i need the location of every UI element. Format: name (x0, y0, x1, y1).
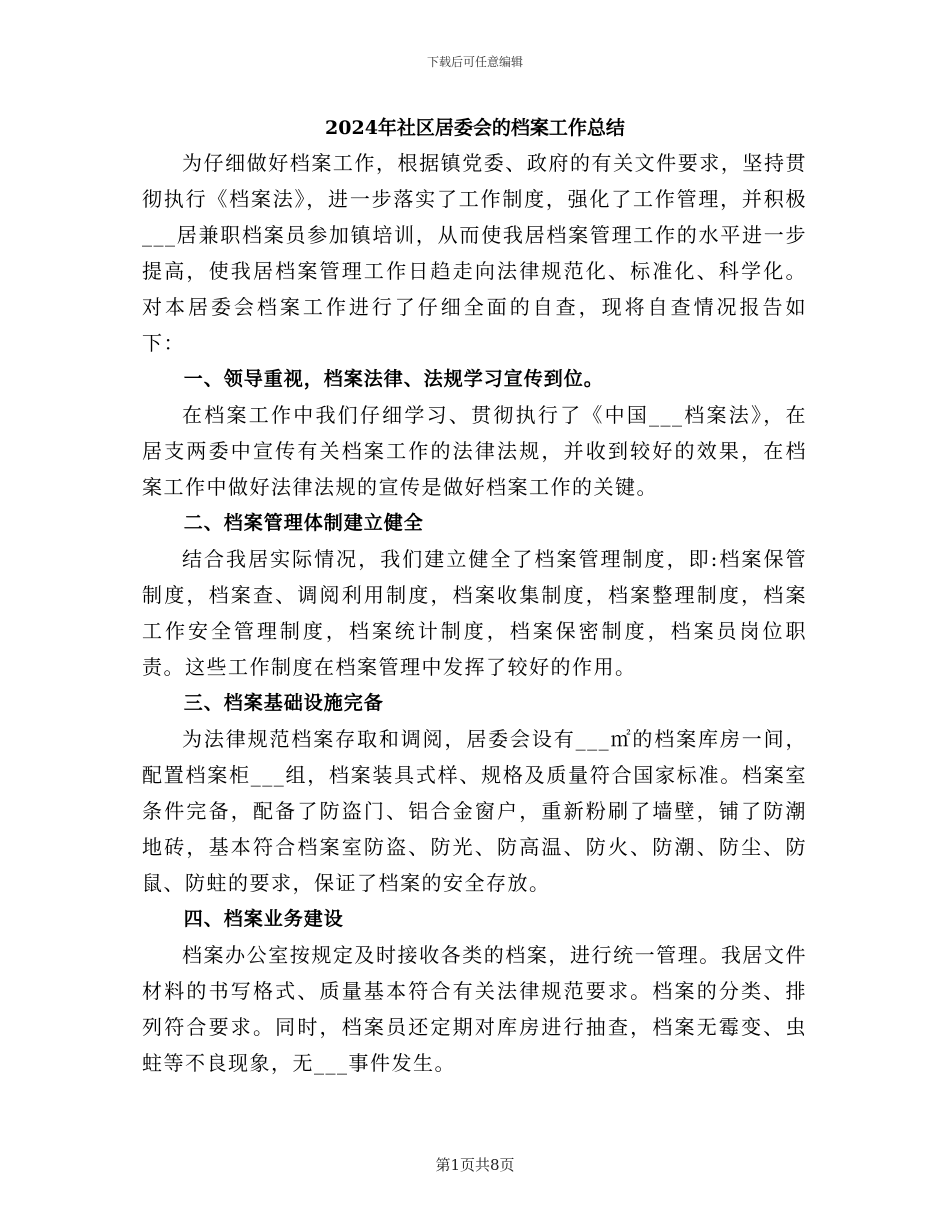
section-4-heading: 四、档案业务建设 (183, 908, 344, 930)
section-2-heading: 二、档案管理体制建立健全 (183, 512, 424, 534)
page-number: 第1页共8页 (435, 1156, 515, 1174)
section-1-paragraph: 在档案工作中我们仔细学习、贯彻执行了《中国___档案法》，在居支两委中宣传有关档案工作的法律法规，并收到较好的效果，在档案工作中做好法律法规的宣传是做好档案工作的关键。 (142, 403, 807, 499)
section-3-paragraph: 为法律规范档案存取和调阅，居委会设有___㎡的档案库房一间，配置档案柜___组，档案装具式样、规格及质量符合国家标准。档案室条件完备，配备了防盗门、铝合金窗户，重新粉刷了墙壁，铺了防潮地砖，基本符合档案室防盗、防光、防高温、防火、防潮、防尘、防鼠、防蛀的要求，保证了档案的安全存放。 (142, 727, 807, 895)
page-header-note: 下载后可任意编辑 (426, 55, 523, 69)
section-2-paragraph: 结合我居实际情况，我们建立健全了档案管理制度，即:档案保管制度，档案查、调阅利用制度，档案收集制度，档案整理制度，档案工作安全管理制度，档案统计制度，档案保密制度，档案员岗位职责。这些工作制度在档案管理中发挥了较好的作用。 (142, 547, 807, 679)
section-1-heading: 一、领导重视，档案法律、法规学习宣传到位。 (183, 368, 604, 390)
intro-paragraph: 为仔细做好档案工作，根据镇党委、政府的有关文件要求，坚持贯彻执行《档案法》，进一步落实了工作制度，强化了工作管理，并积极___居兼职档案员参加镇培训，从而使我居档案管理工作的水平进一步提高，使我居档案管理工作日趋走向法律规范化、标准化、科学化。对本居委会档案工作进行了仔细全面的自查，现将自查情况报告如下： (142, 151, 807, 355)
section-4-paragraph: 档案办公室按规定及时接收各类的档案，进行统一管理。我居文件材料的书写格式、质量基本符合有关法律规范要求。档案的分类、排列符合要求。同时，档案员还定期对库房进行抽查，档案无霉变、虫蛀等不良现象，无___事件发生。 (142, 943, 807, 1075)
document-title: 2024年社区居委会的档案工作总结 (325, 117, 625, 139)
document-body (142, 145, 807, 1081)
section-3-heading: 三、档案基础设施完备 (183, 692, 384, 714)
